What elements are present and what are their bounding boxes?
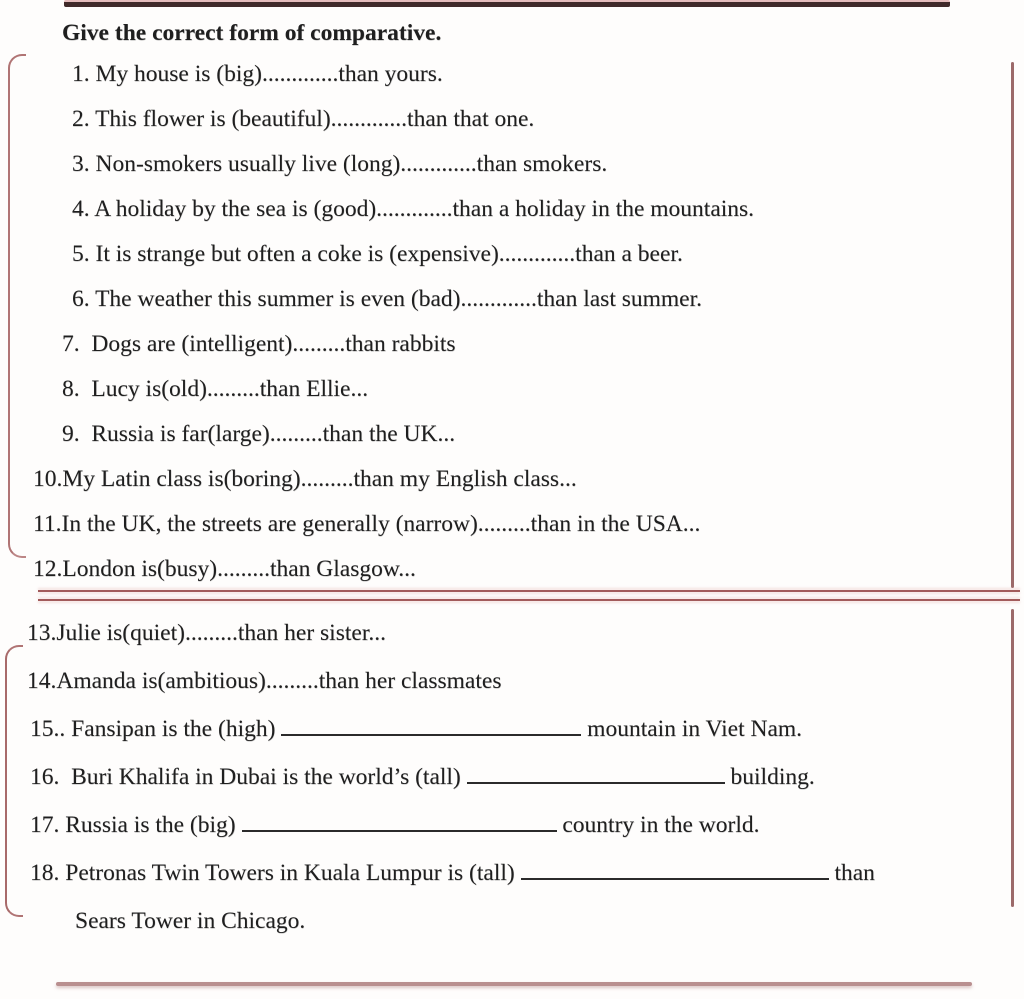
exercise-item-16 xyxy=(0,753,1024,801)
item-text: 2. This flower is (beautiful).............than that one. xyxy=(72,106,535,132)
exercise-item-14 xyxy=(0,657,1024,705)
item-text: 16. Buri Khalifa in Dubai is the world’s (tall) xyxy=(30,764,467,790)
item-text: 6. The weather this summer is even (bad).............than last summer. xyxy=(72,286,703,312)
exercise-item-7 xyxy=(0,322,1024,367)
item-text: 13.Julie is(quiet).........than her sister... xyxy=(27,620,386,646)
item-text: 17. Russia is the (big) xyxy=(30,812,242,838)
exercise-item-3 xyxy=(0,142,1024,187)
exercise-item-17 xyxy=(0,801,1024,849)
item-text: mountain in Viet Nam. xyxy=(581,716,803,742)
answer-blank xyxy=(242,829,557,832)
page-border-bottom xyxy=(56,982,972,986)
answer-blank xyxy=(521,877,829,880)
exercise-item-10 xyxy=(0,457,1024,502)
item-text: 7. Dogs are (intelligent).........than rabbits xyxy=(62,331,456,357)
item-text: 8. Lucy is(old).........than Ellie... xyxy=(62,376,369,402)
exercise-item-9 xyxy=(0,412,1024,457)
item-text: 11.In the UK, the streets are generally (narrow).........than in the USA... xyxy=(33,511,701,537)
exercise-item-15 xyxy=(0,705,1024,753)
exercise-item-18-line2 xyxy=(0,897,1024,945)
page-border-top xyxy=(64,0,950,7)
item-text: 9. Russia is far(large).........than the UK... xyxy=(62,421,456,447)
page-border-right-lower xyxy=(1011,609,1014,907)
item-text: 4. A holiday by the sea is (good).............than a holiday in the mountains. xyxy=(72,196,755,222)
exercise-item-8 xyxy=(0,367,1024,412)
exercise-item-12 xyxy=(0,547,1024,592)
exercise-item-4 xyxy=(0,187,1024,232)
answer-blank xyxy=(467,781,725,784)
item-text: 18. Petronas Twin Towers in Kuala Lumpur is (tall) xyxy=(30,860,521,886)
item-text: 10.My Latin class is(boring).........than my English class... xyxy=(33,466,577,492)
exercise-item-18 xyxy=(0,849,1024,897)
exercise-item-6 xyxy=(0,277,1024,322)
separator-line-lower xyxy=(38,599,1020,601)
exercise-item-5 xyxy=(0,232,1024,277)
item-text: 15.. Fansipan is the (high) xyxy=(30,716,282,742)
item-text: building. xyxy=(724,764,815,790)
page-border-left-lower xyxy=(5,645,23,917)
answer-blank xyxy=(281,733,581,736)
item-text: 12.London is(busy).........than Glasgow... xyxy=(33,556,416,582)
separator-line-upper xyxy=(38,590,1020,592)
item-text: country in the world. xyxy=(556,812,760,838)
item-text: Sears Tower in Chicago. xyxy=(75,908,306,934)
page-border-left-upper xyxy=(8,54,26,558)
exercise-item-2 xyxy=(0,97,1024,142)
exercise-section-lower xyxy=(0,609,1024,945)
item-text: 1. My house is (big).............than yours. xyxy=(72,61,443,87)
page-border-right-upper xyxy=(1011,62,1014,588)
item-text: 14.Amanda is(ambitious).........than her classmates xyxy=(27,668,502,694)
item-text: 5. It is strange but often a coke is (expensive).............than a beer. xyxy=(72,241,683,267)
exercise-title: Give the correct form of comparative. xyxy=(62,20,442,46)
item-text: 3. Non-smokers usually live (long).............than smokers. xyxy=(72,151,608,177)
exercise-item-13 xyxy=(0,609,1024,657)
exercise-item-11 xyxy=(0,502,1024,547)
item-text: than xyxy=(828,860,875,886)
exercise-item-1 xyxy=(0,52,1024,97)
